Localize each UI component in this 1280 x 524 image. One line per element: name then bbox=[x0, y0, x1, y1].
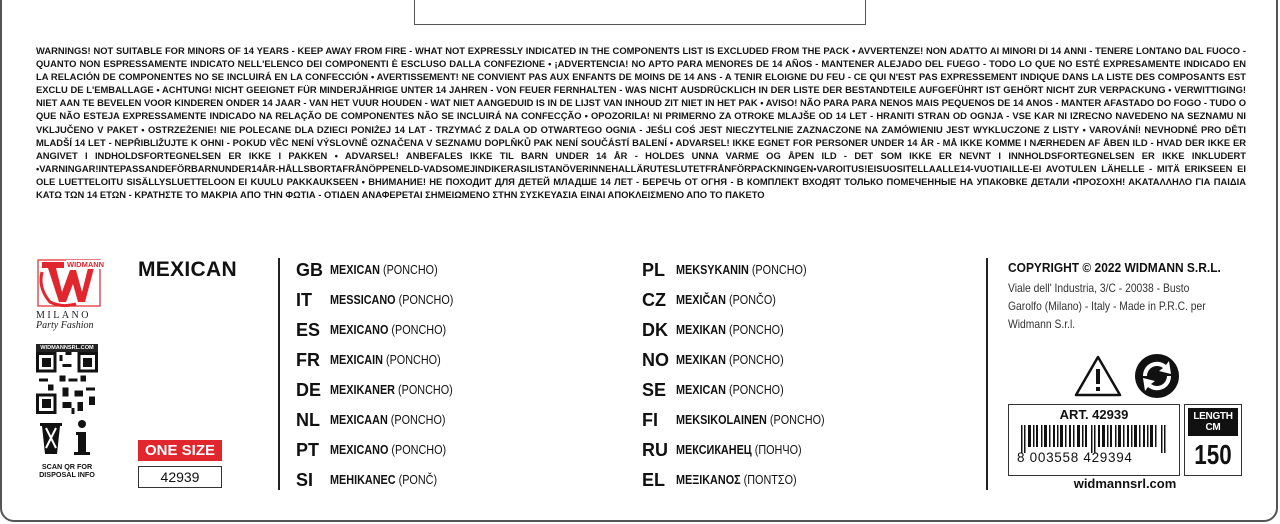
lang-paren: (PONČO) bbox=[728, 293, 776, 307]
lang-name bbox=[676, 443, 802, 457]
lang-paren: (PONCHO) bbox=[391, 443, 447, 457]
logo-brand: WIDMANN bbox=[67, 260, 105, 269]
lang-product: MEKSYKANIN bbox=[676, 263, 749, 277]
lang-product: MEXICANO bbox=[330, 323, 389, 337]
list-item bbox=[296, 465, 473, 495]
length-value: 150 bbox=[1194, 439, 1232, 470]
lang-paren: (PONČ) bbox=[398, 473, 438, 487]
lang-code: GB bbox=[296, 259, 323, 280]
lang-paren: (PONCHO) bbox=[751, 263, 807, 277]
lang-code: ES bbox=[296, 319, 321, 340]
list-item bbox=[296, 405, 473, 435]
lang-name bbox=[676, 263, 807, 277]
lang-code: FR bbox=[296, 349, 320, 370]
lang-code: PT bbox=[296, 439, 320, 460]
qr-header: WIDMANNSRL.COM bbox=[36, 344, 98, 352]
list-item bbox=[296, 255, 473, 285]
list-item bbox=[296, 285, 473, 315]
warnings-text: WARNINGS! NOT SUITABLE FOR MINORS OF 14 YEARS - KEEP AWAY FROM FIRE - WHAT NOT EXPRESSLY INDICATED IN THE COMPONENTS LIST IS EXCLUDED FROM THE PACK • AVVERTENZE! NON ADATTO AI MINORI DI 14 ANNI - TENERE LONTANO DAL FUOCO - QUANTO NON ESPRESSAMENTE INDICATO NELL'ELENCO DEI COMPONENTI È ESCLUSO DALLA CONFEZIONE • ¡ADVERTENCIA! NO APTO PARA MENORES DE 14 AÑOS - MANTENER ALEJADO DEL FUEGO - TODO LO QUE NO ESTÉ EXPRESAMENTE INDICADO EN LA RELACIÓN DE COMPONENTES NO SE INCLUIRÁ EN LA CONFECCIÓN • AVERTISSEMENT! NE CONVIENT PAS AUX ENFANTS DE MOINS DE 14 ANS - A TENIR ELOIGNE DU FEU - CE QUI N'EST PAS EXPRESSEMENT INDIQUE DANS LA LISTE DES COMPOSANTS EST EXCLU DE L'EMBALLAGE • ACHTUNG! NICHT GEEIGNET FÜR MINDERJÄHRIGE UNTER 14 JAHREN - VON FEUER FERNHALTEN - WAS NICHT AUSDRÜCKLICH IN DER LISTE DER BESTANDTEILE AUFGEFÜHRT IST GEHÖRT NICHT ZUR VERPACKUNG • VERWITTIGING! NIET AAN TE BEVELEN VOOR KINDEREN ONDER 14 JAAR - VAN HET VUUR HOUDEN - WAT NIET AANGEDUID IS IN DE LIJST VAN INHOUD ZIT NIET IN HET PAK • AVISO! NÃO PARA PARA NENOS MAIS PEQUENOS DE 14 ANOS - MANTER AFASTADO DO FOGO - TUDO O QUE NÃO ESTEJA EXPRESSAMENTE INDICADO NA RELAÇÃO DE COMPONENTES NÃO SE INCLUIRÁ NA CONFECÇÃO • OPOZORILA! NI PRIMERNO ZA OTROKE MLAJŠE OD 14 LET - HRANITI STRAN OD OGNJA - VSE KAR NI IZRECNO NAVEDENO NA SEZNAMU NI VKLJUČENO V PAKET • OSTRZEŻENIE! NIE POLECANE DLA DZIECI PONIŻEJ 14 LAT - TRZYMAĆ Z DALA OD OTWARTEGO OGNIA - JEŚLI COŚ JEST NIECZYTELNIE ZAZNACZONE NA ZAMÓWIENIU JEST WYKLUCZONE Z LISTY • VAROVÁNÍ! NEVHODNÉ PRO DĚTI MLADŠÍ 14 LET - NEPŘIBLIŽUJTE K OHNI - POKUD VĚC NENÍ VÝSLOVNĚ OZNAČENA V SEZNAMU DOPLŇKŮ PAK NENÍ SOUČÁSTÍ BALENÍ • ADVARSEL! IKKE EGNET FOR PERSONER UNDER 14 ÅR - MÅ IKKE KOMME I NÆRHEDEN AF ÅBEN ILD - HVAD DER IKKE ER ANGIVET I INDHOLDSFORTEGNELSEN ER IKKE I PAKKEN • ADVARSEL! ANBEFALES IKKE TIL BARN UNDER 14 ÅR - HOLDES UNNA VARME OG ÅPEN ILD - DET SOM IKKE ER NEVNT I INNHOLDSFORTEGNELSEN ER IKKE INKLUDERT •VARNINGAR!INTEPASSANDEFÖRBARNUNDER14ÅR-HÅLLSBORTAFRÅNÖPPENELD-VADSOMEJINDIKERASILISTANÖVERINNEHALLÄRUTESLUTETFRÅNFÖRPACKNINGEN•VAROITUS!EISUOSITELLAALLE14-VUOTIAILLE-EI AVOTULEN LÄHELLE - MITÄ ERIKSEEN EI OLE LUETTELOITU SISÄLLYSLUETTELOON EI KUULU PAKKAUKSEEN • ВНИМАНИЕ! НЕ ПОХОДИТ ДЛЯ ДЕТЕЙ МЛАДШЕ 14 ЛЕТ - БЕРЕЧЬ ОТ ОГНЯ - В КОМПЛЕКТ ВХОДЯТ ТОЛЬКО ПОМЕЧЕННЫЕ НА УПАКОВКЕ ДЕТАЛИ •ΠΡΟΣΟΧΗ! ΑΚΑΤΑΛΛΗΛΟ ΓΙΑ ΠΑΙΔΙΑ ΚΑΤΩ ΤΩΝ 14 ΕΤΩΝ - ΚΡΑΤΗΣΤΕ ΤΟ ΜΑΚΡΙΑ ΑΠΟ ΤΗΝ ΦΩΤΙΑ - ΟΤΙΔΕΝ ΑΝΑΦΕΡΕΤΑΙ ΣΗΜΕΙΩΜΕΝΟ ΣΤΗΝ ΣΥΣΚΕΥΑΣΙΑ ΕΙΝΑΙ ΑΠΟΚΛΕΙΣΜΕΝΟ ΑΠΟ ΤΟ ΠΑΚΕΤΟ bbox=[36, 45, 1246, 201]
lang-product: МЕКСИКАНЕЦ bbox=[676, 443, 752, 457]
lang-code: SI bbox=[296, 469, 314, 490]
length-label: LENGTH CM bbox=[1188, 408, 1238, 436]
lang-paren: (PONCHO) bbox=[398, 383, 453, 397]
barcode-icon bbox=[1021, 425, 1171, 453]
lang-product: MEXIČAN bbox=[676, 293, 726, 307]
widmann-logo bbox=[36, 258, 104, 331]
lang-paren: (ΠΟΝΤΣΟ) bbox=[743, 473, 797, 487]
lang-paren: (PONCHO) bbox=[769, 413, 825, 427]
top-window-box bbox=[414, 0, 866, 25]
lang-name bbox=[676, 293, 776, 307]
list-item bbox=[642, 465, 849, 495]
list-item bbox=[642, 315, 849, 345]
lang-paren: (PONCHO) bbox=[728, 323, 784, 337]
lang-name bbox=[676, 383, 784, 397]
lang-product: MEXIKANER bbox=[330, 383, 395, 397]
lang-name bbox=[330, 323, 446, 337]
copyright-title: COPYRIGHT © 2022 WIDMANN S.R.L. bbox=[1008, 260, 1221, 275]
lang-code: FI bbox=[642, 409, 658, 430]
safety-icons bbox=[1073, 352, 1181, 400]
product-name: MEXICAN bbox=[138, 258, 237, 281]
lang-code: IT bbox=[296, 289, 312, 310]
lang-product: MEXICAN bbox=[330, 263, 380, 277]
list-item bbox=[296, 315, 473, 345]
list-item bbox=[642, 435, 849, 465]
list-item bbox=[642, 285, 849, 315]
lang-name bbox=[330, 353, 441, 367]
green-dot-recycle-icon bbox=[1133, 352, 1181, 400]
divider-left bbox=[278, 258, 280, 490]
lang-product: MEKSIKOLAINEN bbox=[676, 413, 767, 427]
lang-product: MEXIKAN bbox=[676, 353, 726, 367]
list-item bbox=[296, 435, 473, 465]
lang-code: NO bbox=[642, 349, 669, 370]
lang-name bbox=[330, 383, 453, 397]
lang-code: PL bbox=[642, 259, 666, 280]
lang-product: ΜΕΞΙΚΑΝΟΣ bbox=[676, 473, 741, 487]
lang-name bbox=[676, 323, 784, 337]
article-box bbox=[1008, 404, 1180, 476]
list-item bbox=[642, 345, 849, 375]
lang-paren: (PONCHO) bbox=[385, 353, 441, 367]
disposal-icon bbox=[36, 418, 98, 458]
logo-mark bbox=[36, 258, 105, 308]
lang-paren: (PONCHO) bbox=[390, 413, 446, 427]
lang-paren: (PONCHO) bbox=[382, 263, 438, 277]
lang-product: MEXIKAN bbox=[676, 323, 726, 337]
lang-code: NL bbox=[296, 409, 320, 430]
lang-name bbox=[330, 413, 446, 427]
list-item bbox=[296, 375, 473, 405]
lang-name bbox=[330, 473, 437, 487]
qr-code-icon[interactable] bbox=[36, 352, 98, 414]
lang-name bbox=[676, 473, 797, 487]
barcode-number: 8 003558 429394 bbox=[1017, 450, 1133, 465]
article-number: ART. 42939 bbox=[1059, 407, 1129, 422]
lang-name bbox=[330, 263, 438, 277]
warning-triangle-icon bbox=[1073, 354, 1123, 398]
logo-tagline: Party Fashion bbox=[36, 320, 94, 331]
logo-city: MILANO bbox=[36, 310, 91, 321]
lang-name bbox=[330, 293, 453, 307]
lang-product: MEXICAIN bbox=[330, 353, 383, 367]
lang-product: MEXICANO bbox=[330, 443, 389, 457]
list-item bbox=[642, 255, 849, 285]
lang-paren: (PONCHO) bbox=[728, 383, 784, 397]
disposal-label: SCAN QR FOR DISPOSAL INFO bbox=[39, 462, 95, 479]
list-item bbox=[642, 375, 849, 405]
lang-code: EL bbox=[642, 469, 666, 490]
length-box bbox=[1184, 404, 1242, 476]
size-badge: ONE SIZE bbox=[138, 440, 222, 461]
language-list-right bbox=[642, 255, 849, 495]
lang-name bbox=[330, 443, 446, 457]
lang-paren: (PONCHO) bbox=[391, 323, 447, 337]
qr-block bbox=[36, 344, 98, 419]
lang-code: CZ bbox=[642, 289, 666, 310]
lang-code: DK bbox=[642, 319, 668, 340]
list-item bbox=[642, 405, 849, 435]
disposal-info bbox=[36, 418, 98, 479]
lang-paren: (PONCHO) bbox=[398, 293, 454, 307]
lang-code: RU bbox=[642, 439, 668, 460]
list-item bbox=[296, 345, 473, 375]
lang-product: MEXICAAN bbox=[330, 413, 388, 427]
product-code: 42939 bbox=[138, 466, 222, 488]
lang-code: DE bbox=[296, 379, 322, 400]
lang-product: MEHIKANEC bbox=[330, 473, 396, 487]
lang-code: SE bbox=[642, 379, 667, 400]
lang-name bbox=[676, 353, 784, 367]
lang-paren: (ПОНЧО) bbox=[754, 443, 802, 457]
lang-product: MESSICANO bbox=[330, 293, 396, 307]
website-link[interactable]: widmannsrl.com bbox=[1073, 476, 1177, 491]
language-list-left bbox=[296, 255, 473, 495]
lang-name bbox=[676, 413, 825, 427]
lang-product: MEXICAN bbox=[676, 383, 726, 397]
lang-paren: (PONCHO) bbox=[728, 353, 784, 367]
company-address: Viale dell' Industria, 3/C - 20038 - Busto Garolfo (Milano) - Italy - Made in P.R.C. per Widmann S.r.l. bbox=[1008, 281, 1206, 331]
divider-right bbox=[986, 258, 988, 490]
